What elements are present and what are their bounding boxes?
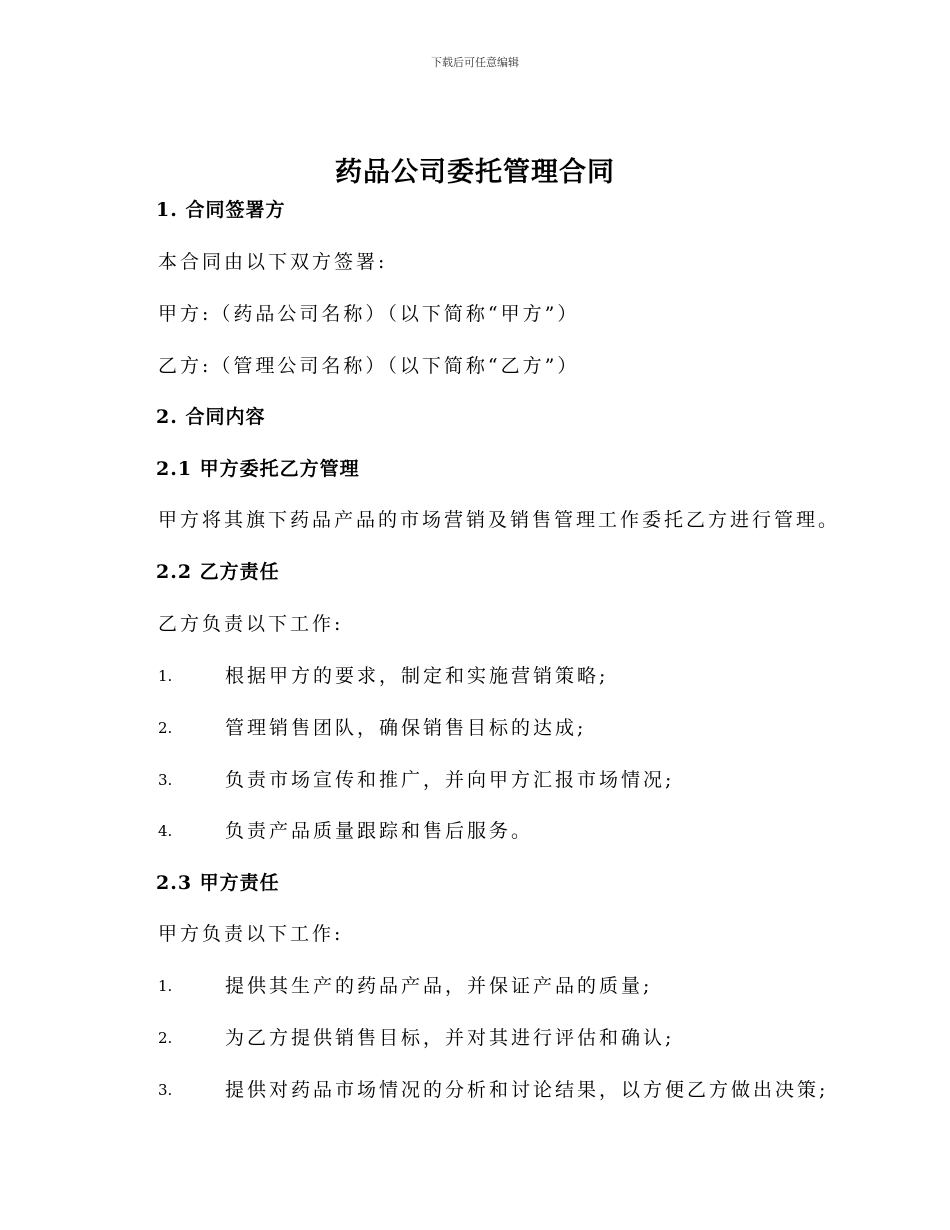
party-b-line: 乙方:（管理公司名称）（以下简称“乙方”） — [158, 355, 580, 377]
list-item: 负责产品质量跟踪和售后服务。 — [225, 820, 534, 842]
list-item-number: 2. — [158, 1029, 173, 1047]
list-item-number: 4. — [158, 822, 173, 840]
list-item-number: 3. — [158, 771, 173, 789]
section-2-3-heading: 2.3 甲方责任 — [156, 872, 280, 894]
list-item: 提供对药品市场情况的分析和讨论结果，以方便乙方做出决策; — [225, 1079, 829, 1101]
list-item: 提供其生产的药品产品，并保证产品的质量; — [225, 975, 653, 997]
header-note: 下载后可任意编辑 — [431, 56, 519, 69]
section-1-intro: 本合同由以下双方签署: — [158, 251, 388, 273]
list-item-number: 1. — [158, 977, 173, 995]
section-2-2-intro: 乙方负责以下工作: — [158, 613, 344, 635]
list-item-number: 1. — [158, 667, 173, 685]
list-item: 根据甲方的要求，制定和实施营销策略; — [225, 665, 609, 687]
party-a-line: 甲方:（药品公司名称）（以下简称“甲方”） — [158, 303, 580, 325]
section-1-heading: 1. 合同签署方 — [156, 199, 286, 221]
section-2-1-heading: 2.1 甲方委托乙方管理 — [156, 458, 360, 480]
list-item-number: 2. — [158, 719, 173, 737]
section-2-heading: 2. 合同内容 — [156, 406, 266, 428]
document-title: 药品公司委托管理合同 — [335, 157, 615, 188]
list-item-number: 3. — [158, 1081, 173, 1099]
section-2-1-text: 甲方将其旗下药品产品的市场营销及销售管理工作委托乙方进行管理。 — [158, 509, 841, 531]
list-item: 为乙方提供销售目标，并对其进行评估和确认; — [225, 1027, 675, 1049]
section-2-2-heading: 2.2 乙方责任 — [156, 561, 280, 583]
section-2-3-intro: 甲方负责以下工作: — [158, 923, 344, 945]
list-item: 管理销售团队，确保销售目标的达成; — [225, 717, 587, 739]
list-item: 负责市场宣传和推广，并向甲方汇报市场情况; — [225, 769, 675, 791]
